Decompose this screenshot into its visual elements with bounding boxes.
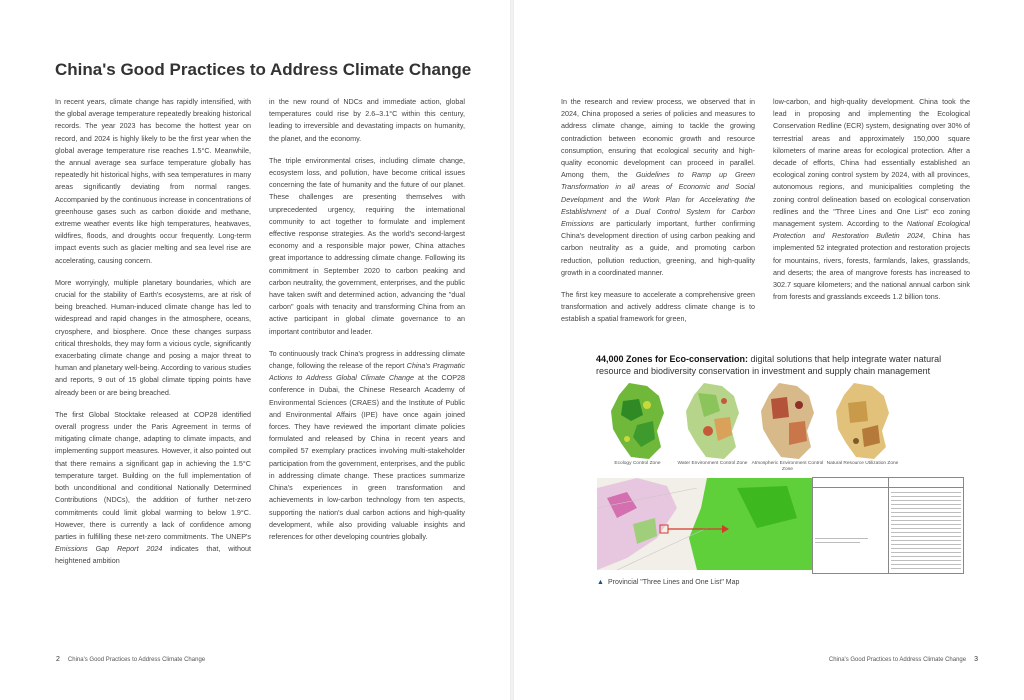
right-page xyxy=(512,0,1024,700)
paragraph: More worryingly, multiple planetary boundaries, which are crucial for the stability of Earth's ecosystems, are at risk of being breached. Human-induced climate change has led to widespread and rapid changes in the atmosphere, oceans, cryosphere, and biosphere. Once these changes surpass critical thresholds, they may form a vicious cycle, significantly exacerbating climate change and posing a major threat to human and planetary well-being. According to various studies and reports, 9 out of 15 global climate tipping points have already been or are being breached. xyxy=(55,277,251,397)
report-title: Emissions Gap Report 2024 xyxy=(55,544,163,554)
paragraph: To continuously track China's progress in addressing climate change, following the release of the report China's Pragmatic Actions to Address Global Climate Change at the COP28 conference in Dubai, the Chinese Research Academy of Environmental Sciences (CRAES) and the Institute of Public and Environmental Affairs (IPE) have once again joined forces. They have reviewed the important climate policies formulated and released by China in recent years and compiled 57 exemplary practices involving multi-stakeholder participation from the government, enterprises, and the public in addressing climate change. These practices summarize China's experiences in green transformation and achievements in low-carbon technology from ten aspects, supporting the nation's dual carbon actions and high-quality development, while also providing valuable insights and references for other developing countries globally. xyxy=(269,348,466,541)
text-column-3 xyxy=(561,96,755,336)
text-column-1 xyxy=(55,96,251,578)
footer-left xyxy=(48,656,205,663)
figure-title: 44,000 Zones for Eco-conservation: digital solutions that help integrate water natural resource and biodiversity conservation in investment and supply chain management xyxy=(596,354,942,376)
footer-right xyxy=(829,656,986,663)
zone-document-table xyxy=(812,477,964,574)
resource-zone-map xyxy=(834,381,891,461)
page-title: China's Good Practices to Address Climate Change xyxy=(55,60,472,79)
paragraph: The first key measure to accelerate a comprehensive green transformation and actively address climate change is to establish a spatial framework for green, xyxy=(561,290,755,324)
paragraph: The first Global Stocktake released at COP28 identified overall progress under the Paris Agreement in terms of mitigating climate change, adapting to climate impacts, and implementing support measures. However, it also pointed out that there remains a significant gap in achieving the 1.5°C temperature target. Building on the full implementation of both unconditional and conditional Nationally Determined Contributions (NDCs), the addition of further net-zero commitments could limit global warming to below 1.9°C. However, there is currently a lack of confidence among parties in fulfilling these net-zero commitments. The UNEP's Emissions Gap Report 2024 indicates that, without heightened ambition xyxy=(55,409,251,566)
paragraph: The triple environmental crises, including climate change, ecosystem loss, and pollution, have become critical issues concerning the fate of humanity and the future of our planet. These challenges are presenting themselves with unprecedented urgency, requiring the international community to act together to formulate and implement effective response strategies. As the world's second-largest economy and a responsible major power, China attaches great importance to addressing climate change. Following its commitment in September 2020 to carbon peaking and carbon neutrality, the government, enterprises, and the public have taken swift and determined action, advancing the "dual carbon" goals with tenacity and transforming China from an active participant in global climate governance to an important contributor and leader. xyxy=(269,155,465,336)
water-zone-map xyxy=(684,381,741,461)
ecology-zone-map xyxy=(609,381,666,461)
detailed-zone-map xyxy=(597,478,815,570)
map-caption: Natural Resource Utilization Zone xyxy=(826,461,899,466)
running-title: China's Good Practices to Address Climate Change xyxy=(67,657,206,663)
paragraph: In the research and review process, we observed that in 2024, China proposed a series of policies and measures to address climate change, aiming to tackle the growing contradiction between economic growth and resource consumption, ensuring that ecological security and high-quality economic development can proceed in parallel. Among them, the Guidelines to Ramp up Green Transformation in all areas of Economic and Social Development and the Work Plan for Accelerating the Establishment of a Dual Control System for Carbon Emissions are particularly important, further confirming China's development direction of using carbon peaking and carbon neutrality as a guide, and promoting carbon reduction, pollution reduction, greening, and high-quality growth in a coordinated manner. xyxy=(561,97,755,277)
page-number: 2 xyxy=(56,656,60,663)
paragraph: In recent years, climate change has rapidly intensified, with the global average temperature repeatedly breaking historical records. The year 2023 has become the hottest year on record, and 2024 is highly likely to be the first year when the global average temperature rise reaches 1.5°C. Meanwhile, the annual average sea surface temperature globally has repeatedly hit historical highs, with sea temperatures in many areas significantly deviating from normal ranges. Accompanied by the continuous increase in concentrations of greenhouse gases such as carbon dioxide and methane, extreme weather events like high temperatures, heatwaves, wildfires, floods, and droughts occur frequently. Long-term impact events such as glacier melting and sea level rise are accelerating, causing concern. xyxy=(55,97,251,265)
report-title: China's Pragmatic Actions to Address Global Climate Change xyxy=(269,361,465,383)
atmosphere-zone-map xyxy=(759,381,816,461)
paragraph: low-carbon, and high-quality development. China took the lead in proposing and implementing the Ecological Conservation Redline (ECR) system, designating over 30% of terrestrial areas and approximately 150,000 square kilometers of marine areas for ecological protection. After a decade of efforts, China had essentially established an ecological zoning control system by 2024, with all provinces, autonomous regions, and municipalities completing the zoning control delineation based on ecological conservation redlines and the "Three Lines and One List" eco zoning management system. According to the National Ecological Protection and Restoration Bulletin 2024, China has implemented 52 integrated protection and restoration projects for mountains, rivers, forests, farmlands, lakes, grasslands, and deserts; the area of mangrove forests has increased to 302.7 square kilometers; and the national annual carbon sink from forests and grasslands exceeds 1.2 billion tons. xyxy=(773,97,970,302)
page-gutter xyxy=(510,0,514,700)
triangle-icon: ▲ xyxy=(597,579,604,586)
table-header-cell xyxy=(813,478,889,487)
map-caption: Atmospheric Environment Control Zone xyxy=(751,461,824,472)
running-title: China's Good Practices to Address Climate Change xyxy=(828,657,967,663)
page-number: 3 xyxy=(974,656,978,663)
text-column-4 xyxy=(773,96,970,313)
table-header-cell xyxy=(889,478,964,487)
text-column-2 xyxy=(269,96,465,553)
paragraph: in the new round of NDCs and immediate action, global temperatures could rise by 2.6–3.1°C within this century, leading to irreversible and devastating impacts on humanity, the planet, and the economy. xyxy=(269,97,465,143)
map-caption: Water Environment Control Zone xyxy=(677,461,748,466)
map-caption: Ecology Control Zone xyxy=(614,461,661,466)
figure-caption: ▲ Provincial "Three Lines and One List" Map xyxy=(597,579,740,586)
